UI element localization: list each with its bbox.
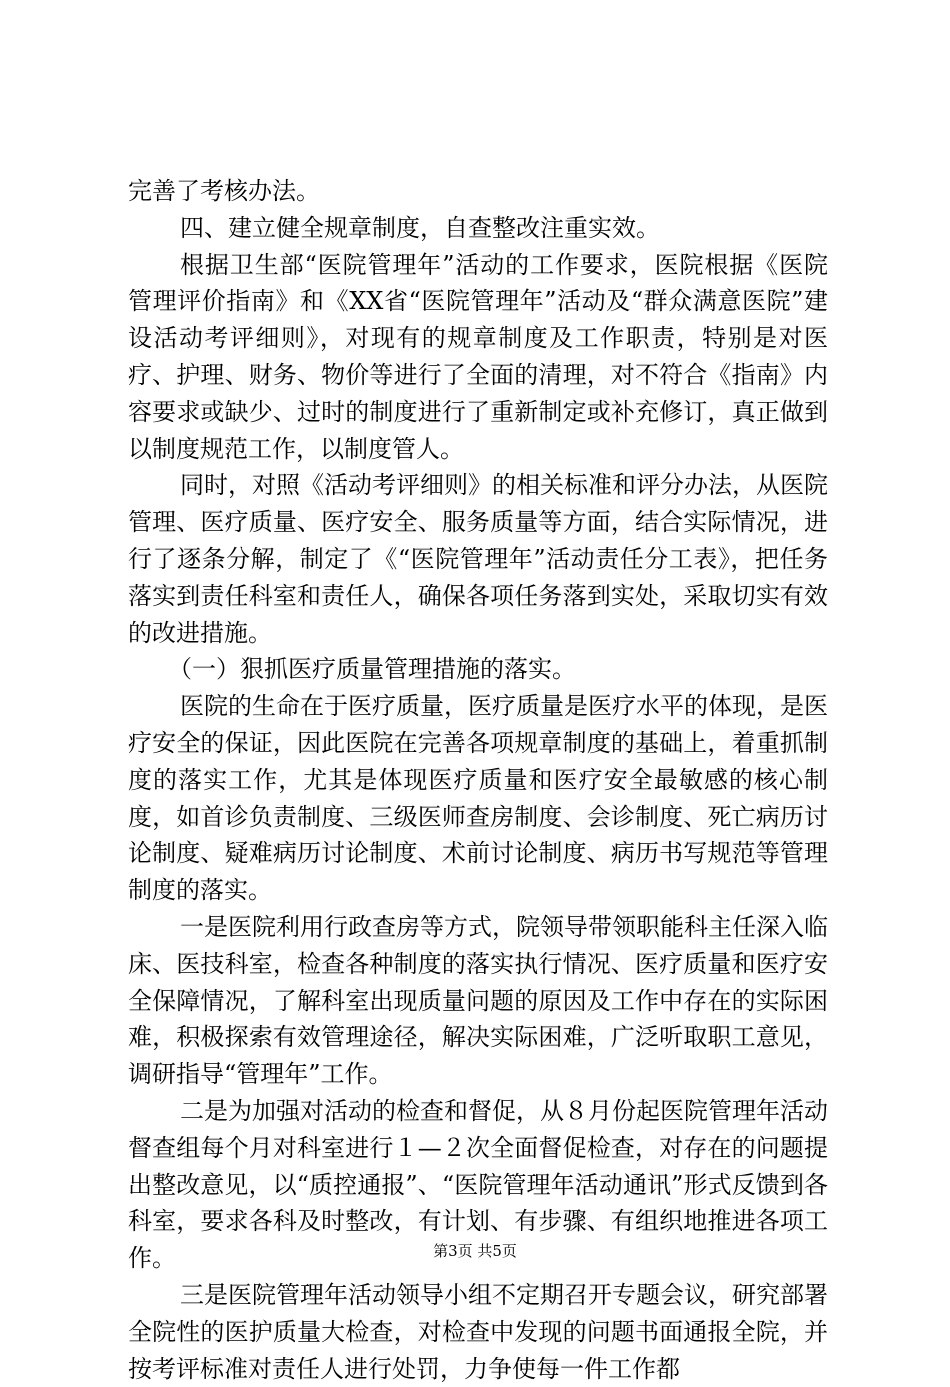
subsection-heading-one: （一）狠抓医疗质量管理措施的落实。 (168, 655, 576, 684)
section-heading-four: 四、建立健全规章制度，自查整改注重实效。 (180, 213, 660, 242)
paragraph: 医院的生命在于医疗质量，医疗质量是医疗水平的体现，是医疗安全的保证，因此医院在完善各项规章制度的基础上，着重抓制度的落实工作，尤其是体现医疗质量和医疗安全最敏感的核心制度，如首诊负责制度、三级医师查房制度、会诊制度、死亡病历讨论制度、疑难病历讨论制度、术前讨论制度、病历书写规范等管理制度的落实。 (128, 692, 828, 905)
document-body (128, 173, 828, 1387)
paragraph: 同时，对照《活动考评细则》的相关标准和评分办法，从医院管理、医疗质量、医疗安全、服务质量等方面，结合实际情况，进行了逐条分解，制定了《“医院管理年”活动责任分工表》，把任务落实到责任科室和责任人，确保各项任务落到实处，采取切实有效的改进措施。 (128, 471, 828, 647)
page-number-footer: 第3页 共5页 (433, 1242, 517, 1260)
paragraph-continuation: 完善了考核办法。 (128, 177, 320, 205)
paragraph: 三是医院管理年活动领导小组不定期召开专题会议，研究部署全院性的医护质量大检查，对检查中发现的问题书面通报全院，并按考评标准对责任人进行处罚，力争使每一件工作都 (128, 1280, 828, 1383)
paragraph: 二是为加强对活动的检查和督促，从８月份起医院管理年活动督查组每个月对科室进行１—２次全面督促检查，对存在的问题提出整改意见，以“质控通报”、“医院管理年活动通讯”形式反馈到各科室，要求各科及时整改，有计划、有步骤、有组织地推进各项工作。 (128, 1096, 828, 1273)
paragraph: 根据卫生部“医院管理年”活动的工作要求，医院根据《医院管理评价指南》和《XX省“医院管理年”活动及“群众满意医院”建设活动考评细则》，对现有的规章制度及工作职责，特别是对医疗、护理、财务、物价等进行了全面的清理，对不符合《指南》内容要求或缺少、过时的制度进行了重新制定或补充修订，真正做到以制度规范工作，以制度管人。 (128, 250, 828, 463)
paragraph: 一是医院利用行政查房等方式，院领导带领职能科主任深入临床、医技科室，检查各种制度的落实执行情况、医疗质量和医疗安全保障情况，了解科室出现质量问题的原因及工作中存在的实际困难，积极探索有效管理途径，解决实际困难，广泛听取职工意见，调研指导“管理年”工作。 (128, 912, 828, 1089)
